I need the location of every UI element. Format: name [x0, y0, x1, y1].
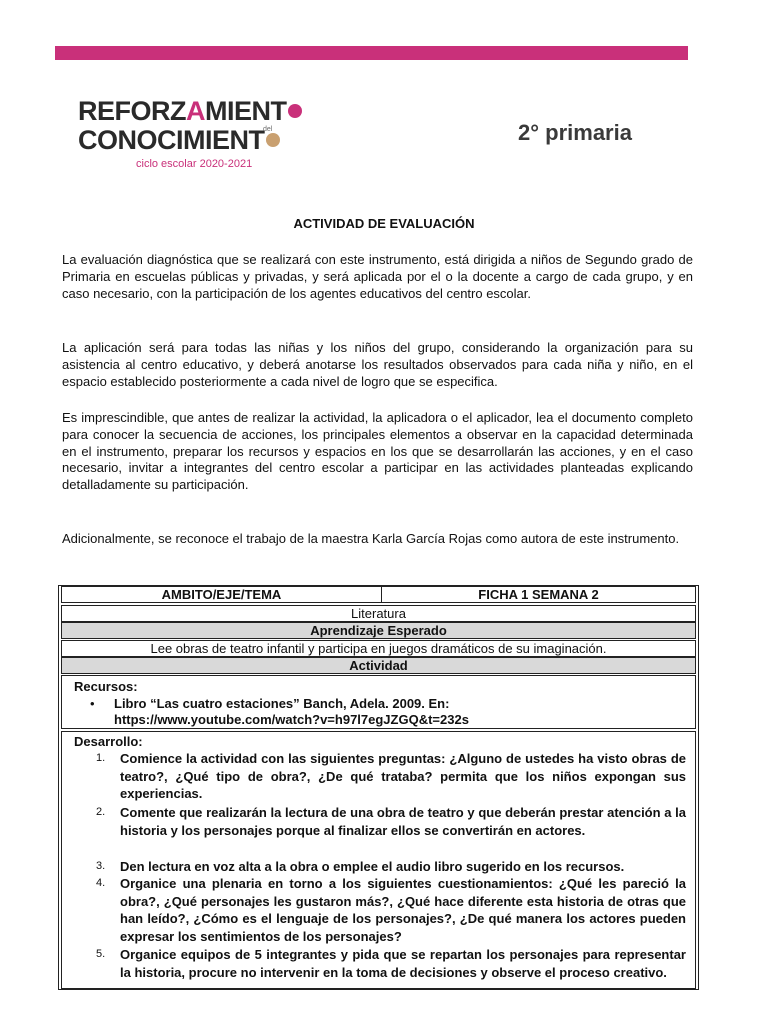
logo-line-2: CONOCIMIENT [78, 127, 278, 154]
aprendizaje-label: Aprendizaje Esperado [61, 622, 696, 639]
list-item: 4. Organice una plenaria en torno a los siguientes cuestionamientos: ¿Qué les pareció la obra?, ¿Qué personajes les gustaron más?, ¿Qué hace diferente esta historia de otras que han leído?, ¿Cómo es el lenguaje de los personajes?, ¿De qué manera los actores pueden expresar los sentimientos de los personajes? [96, 876, 686, 944]
paragraph-3: Es imprescindible, que antes de realizar la actividad, la aplicadora o el aplicador, lea el documento completo para conocer la secuencia de acciones, los principales elementos a observar en la capacidad determinada en el instrumento, preparar los recursos y espacios en los que se desarrollarán las acciones, y en el caso necesario, invitar a integrantes del centro escolar a participar en las actividades planteadas explicando detalladamente su participación. [62, 410, 693, 493]
paragraph-4: Adicionalmente, se reconoce el trabajo de la maestra Karla García Rojas como autora de este instrumento. [62, 531, 680, 546]
logo-line-1: REFORZAMIENT [78, 98, 278, 125]
bullet-icon: • [90, 696, 95, 711]
page-title: ACTIVIDAD DE EVALUACIÓN [293, 216, 475, 231]
logo [78, 96, 287, 178]
list-item: 3. Den lectura en voz alta a la obra o emplee el audio libro sugerido en los recursos. [96, 859, 625, 874]
actividad-label: Actividad [61, 657, 696, 674]
logo-dot-icon [288, 104, 302, 118]
recursos-label: Recursos: [74, 679, 138, 694]
list-item: 2. Comente que realizarán la lectura de una obra de teatro y que deberán prestar atención a la historia y los personajes porque al finalizar ellos se convertirán en actores. [96, 805, 686, 838]
literatura-row: Literatura [61, 605, 696, 622]
paragraph-2: La aplicación será para todas las niñas y los niños del grupo, considerando la organización para su asistencia al centro educativo, y deberá anotarse los resultados observados para cada niña y niño, en el espacio establecido posteriormente a cada nivel de logro que se especifica. [62, 340, 693, 389]
logo-dot-icon [266, 133, 280, 147]
top-accent-bar [55, 46, 688, 60]
logo-del: del [263, 126, 273, 133]
table-header-row [61, 586, 696, 603]
logo-ciclo: ciclo escolar 2020-2021 [136, 158, 253, 170]
paragraph-1: La evaluación diagnóstica que se realizará con este instrumento, está dirigida a niños de Segundo grado de Primaria en escuelas públicas y privadas, y será aplicada por el o la docente a cargo de cada grupo, y en caso necesario, con la participación de los agentes educativos del centro escolar. [62, 252, 693, 301]
desarrollo-section [61, 731, 696, 989]
list-item: 1. Comience la actividad con las siguientes preguntas: ¿Alguno de ustedes ha visto obras de teatro?, ¿Qué tipo de obra?, ¿De qué trataba? permita que los niños expongan sus experiencias. [96, 751, 686, 801]
col1-header: AMBITO/EJE/TEMA [62, 587, 382, 602]
desarrollo-label: Desarrollo: [74, 734, 143, 749]
list-item: 5. Organice equipos de 5 integrantes y pida que se repartan los personajes para representar la historia, procure no intervenir en la toma de decisiones y observe el proceso creativo. [96, 947, 686, 980]
recursos-item: Libro “Las cuatro estaciones” Banch, Adela. 2009. En: https://www.youtube.com/watch?v=h97l7egJZGQ&t=232s [114, 696, 469, 727]
aprendizaje-text: Lee obras de teatro infantil y participa en juegos dramáticos de su imaginación. [61, 640, 696, 657]
grade-label: 2° primaria [518, 120, 632, 145]
col2-header: FICHA 1 SEMANA 2 [478, 587, 599, 602]
recursos-section [61, 675, 696, 729]
activity-table [58, 585, 699, 990]
